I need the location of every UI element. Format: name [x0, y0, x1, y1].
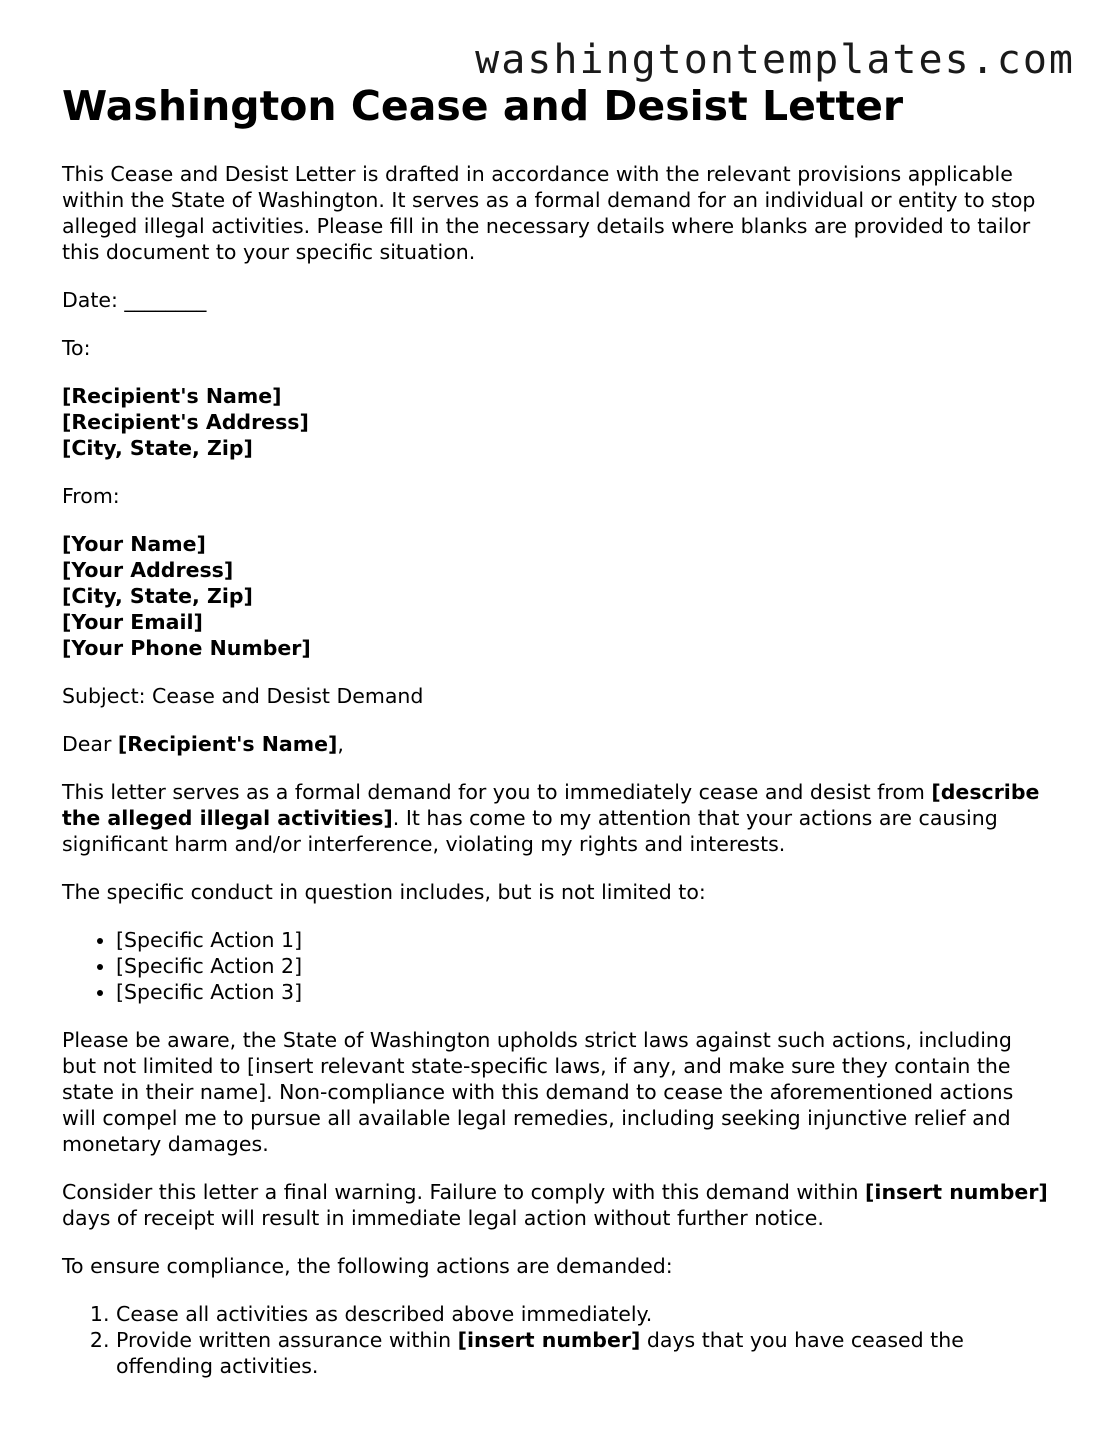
recipient-city-state-zip: [City, State, Zip] [62, 436, 253, 460]
salutation [62, 731, 1052, 757]
warning-days-placeholder: [insert number] [865, 1180, 1048, 1204]
conduct-list [62, 927, 1052, 1005]
demands-intro: To ensure compliance, the following actions are demanded: [62, 1254, 673, 1278]
warning-text-before: Consider this letter a final warning. Failure to comply with this demand within [62, 1180, 866, 1204]
list-item: • [Specific Action 1] [116, 927, 1052, 953]
date-line: Date: ________ [62, 288, 207, 312]
from-label: From: [62, 484, 120, 508]
list-item [116, 1327, 1052, 1379]
recipient-block [62, 383, 1052, 461]
conduct-intro: The specific conduct in question includes, but is not limited to: [62, 880, 706, 904]
salutation-suffix: , [337, 732, 344, 756]
sender-email: [Your Email] [62, 610, 203, 634]
recipient-address: [Recipient's Address] [62, 410, 309, 434]
list-item: • [Specific Action 3] [116, 979, 1052, 1005]
to-label: To: [62, 336, 91, 360]
demand-text-before: This letter serves as a formal demand for you to immediately cease and desist from [62, 780, 932, 804]
list-item: • [Specific Action 2] [116, 953, 1052, 979]
salutation-name: [Recipient's Name] [117, 732, 338, 756]
site-watermark: washingtontemplates.com [475, 37, 1075, 83]
demand-text-after: . It has come to my attention that your actions are causing significant harm and/or interference, violating my rights and interests. [62, 806, 998, 856]
sender-address: [Your Address] [62, 558, 234, 582]
subject-line: Subject: Cease and Desist Demand [62, 684, 424, 708]
document-body [62, 80, 1052, 1401]
recipient-name: [Recipient's Name] [62, 384, 282, 408]
demand-activities-placeholder: [describe the alleged illegal activities] [62, 780, 1040, 830]
demand2-days-placeholder: [insert number] [457, 1328, 641, 1352]
page-title: Washington Cease and Desist Letter [62, 82, 904, 130]
demand-paragraph [62, 779, 1052, 857]
demand2-text-after: days that you have ceased the offending activities. [116, 1328, 964, 1378]
warning-paragraph [62, 1179, 1052, 1231]
warning-text-after: days of receipt will result in immediate legal action without further notice. [62, 1206, 824, 1230]
demand2-text-before: Provide written assurance within [116, 1328, 458, 1352]
sender-block [62, 531, 1052, 661]
list-item: 1. Cease all activities as described above immediately. [116, 1301, 1052, 1327]
intro-paragraph: This Cease and Desist Letter is drafted in accordance with the relevant provisions applicable within the State of Washington. It serves as a formal demand for an individual or entity to stop alleged illegal activities. Please fill in the necessary details where blanks are provided to tailor this document to your specific situation. [62, 162, 1036, 264]
demands-list [62, 1301, 1052, 1379]
sender-phone: [Your Phone Number] [62, 636, 311, 660]
salutation-prefix: Dear [62, 732, 118, 756]
sender-city-state-zip: [City, State, Zip] [62, 584, 253, 608]
laws-paragraph: Please be aware, the State of Washington upholds strict laws against such actions, including but not limited to [insert relevant state-specific laws, if any, and make sure they contain the state in their name]. Non-compliance with this demand to cease the aforementioned actions will compel me to pursue all available legal remedies, including seeking injunctive relief and monetary damages. [62, 1028, 1014, 1156]
sender-name: [Your Name] [62, 532, 206, 556]
